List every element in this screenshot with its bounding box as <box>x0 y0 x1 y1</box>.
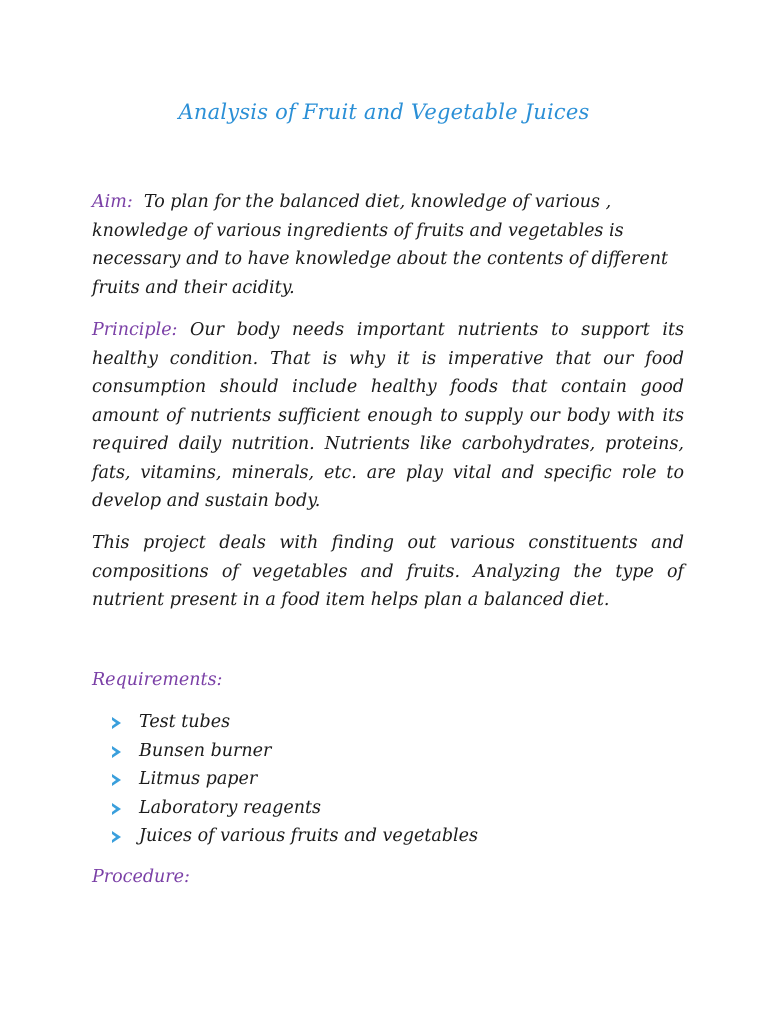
list-item <box>92 708 478 737</box>
arrow-bullet-icon <box>112 717 121 729</box>
aim-label: Aim: <box>92 192 133 212</box>
list-item <box>92 737 478 766</box>
arrow-bullet-icon <box>112 803 121 815</box>
aim-paragraph <box>92 188 684 302</box>
principle-label: Principle: <box>92 320 178 340</box>
procedure-heading: Procedure: <box>92 867 190 887</box>
arrow-bullet-icon <box>112 831 121 843</box>
requirements-heading: Requirements: <box>92 670 223 690</box>
list-item <box>92 794 478 823</box>
list-item-text: Bunsen burner <box>139 740 272 761</box>
list-item-text: Test tubes <box>139 712 231 732</box>
list-item-text: Litmus paper <box>139 769 258 789</box>
principle-paragraph <box>92 316 684 516</box>
principle-text: Our body needs important nutrients to support its healthy condition. That is why it is imperative that our food consumption should include healthy foods that contain good amount of nutrients sufficient enough to supply our body with its required daily nutrition. Nutrients like carbohydrates, proteins, fats, vitamins, minerals, etc. are play vital and specific role to develop and sustain body. <box>92 320 684 511</box>
list-item <box>92 765 478 794</box>
arrow-bullet-icon <box>112 774 121 786</box>
list-item-text: Laboratory reagents <box>139 797 321 818</box>
project-paragraph: This project deals with finding out various constituents and compositions of vegetables and fruits. Analyzing the type of nutrient present in a food item helps plan a balanced diet. <box>92 533 684 610</box>
arrow-bullet-icon <box>112 746 121 758</box>
document-title: Analysis of Fruit and Vegetable Juices <box>178 100 590 124</box>
requirements-list <box>92 708 478 851</box>
aim-text: To plan for the balanced diet, knowledge of various , knowledge of various ingredients of fruits and vegetables is necessary and to have knowledge about the contents of different fruits and their acidity. <box>92 192 669 298</box>
list-item-text: Juices of various fruits and vegetables <box>139 826 478 846</box>
list-item <box>92 822 478 851</box>
